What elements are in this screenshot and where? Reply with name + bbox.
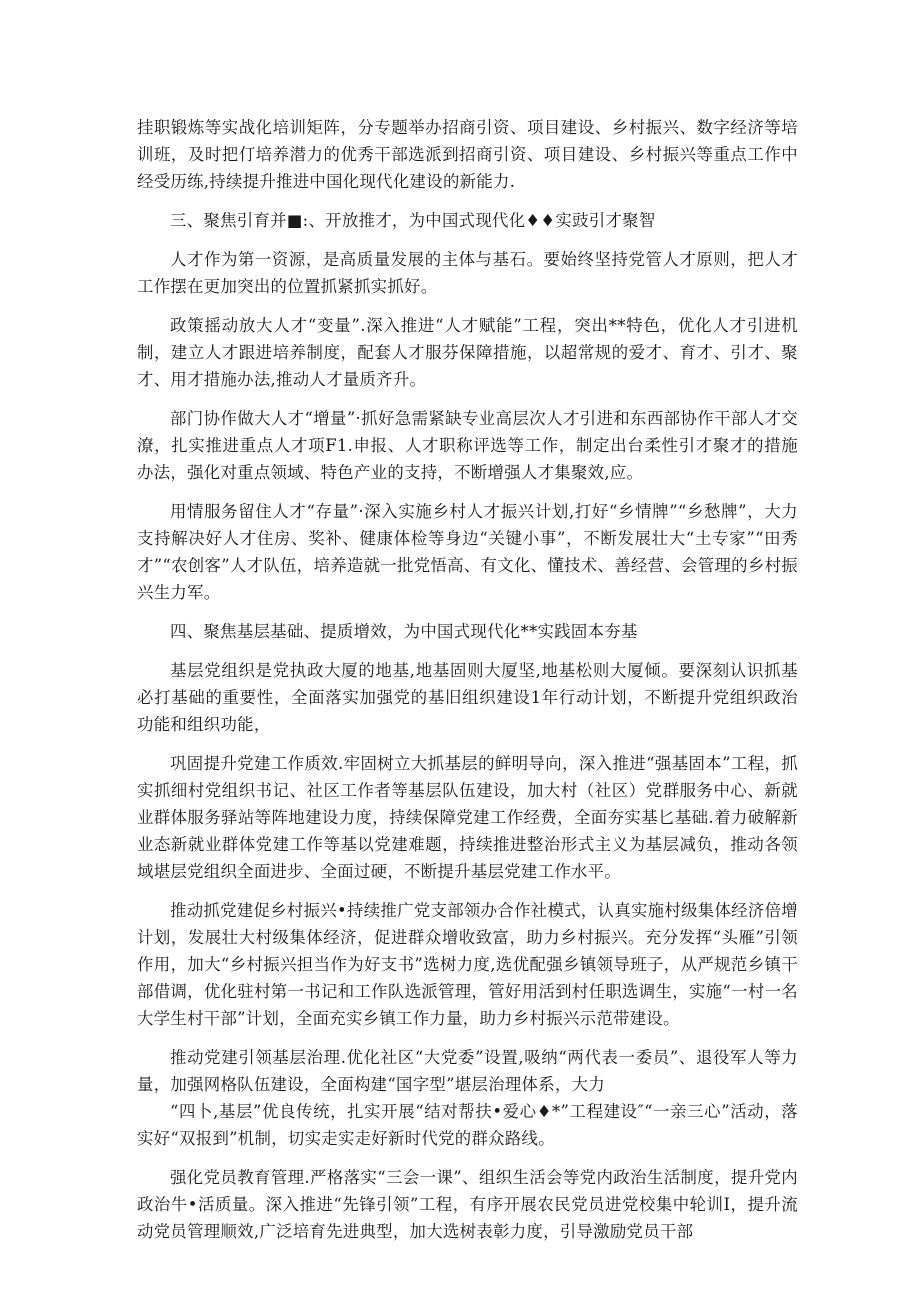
paragraph-9: 推动党建引领基层治理.优化社区“大党委”设置,吸纳“两代表一委员”、退役军人等力量，加强网格队伍建设，全面构建“国字型”堪层治理体系，大力 xyxy=(137,1048,798,1094)
section-heading-3: 三、聚焦引育并■:、开放推才，为中国式现代化♦♦实豉引才聚智 xyxy=(170,211,656,230)
paragraph-2: 人才作为第一资源，是高质量发展的主体与基石。要始终坚持党管人才原则，把人才工作摆在更加突出的位置抓紧抓实抓好。 xyxy=(137,250,798,296)
paragraph-3: 政策摇动放大人才“变量”.深入推进“人才赋能”工程，突出**特色，优化人才引进机制，建立人才跟进培养制度，配套人才服芬保障措施，以超常规的爱才、育才、引才、聚才、用才措施办法,推动人才量质齐升。 xyxy=(137,316,798,389)
paragraph-1: 挂职锻炼等实战化培训矩阵，分专题举办招商引资、项目建设、乡村振兴、数字经济等培训班，及时把仃培养潜力的优秀干部选派到招商引资、项目建设、乡村振兴等重点工作中经受历练,持续提升推进中国化现代化建设的新能力. xyxy=(137,118,798,191)
paragraph-5: 用情服务留住人才“存量”·深入实施乡村人才振兴计划,打好“乡情牌”“乡愁牌”，大力支持解决好人才住房、奖补、健康体检等身边“关键小事”，不断发展壮大“土专家”“田秀才”“农创客”人才队伍，培养造就一批党悟高、有文化、懂技术、善经营、会管理的乡村振兴生力军。 xyxy=(137,502,798,602)
paragraph-8: 推动抓党建促乡村振兴•持续推广党支部领办合作社模式，认真实施村级集体经济倍增计划，发展壮大村级集体经济，促进群众增收致富，助力乡村振兴。充分发挥“头雁”引领作用，加大“乡村振兴担当作为好支书”选树力度,选优配强乡镇领导班子，从严规范乡镇干部借调，优化驻村第一书记和工作队选派管理，管好用活到村任职选调生，实施“一村一名大学生村干部”计划，全面充实乡镇工作力量，助力乡村振兴示范带建设。 xyxy=(137,901,798,1028)
section-heading-4: 四、聚焦基层基础、提质增效，为中国式现代化**实践固本夯基 xyxy=(170,622,638,641)
paragraph-7: 巩固提升党建工作质效.牢固树立大抓基层的鲜明导向，深入推进“强基固本”工程，抓实抓细村党组织书记、社区工作者等基层队伍建设，加大村（社区）党群服务中心、新就业群体服务驿站等阵地建设力度，持续保障党建工作经费，全面夯实基匕基础.着力破解新业态新就业群体党建工作等基以党建难题，持续推进整治形式主义为基层减负，推动各领域堪层党组织全面进步、全面过硬，不断提升基层党建工作水平。 xyxy=(137,754,798,881)
paragraph-6: 基层党组织是党执政大厦的地基,地基固则大厦坚,地基松则大厦倾。要深刻认识抓基必打基础的重要性，全面落实加强党的基旧组织建设1年行动计划，不断提升党组织政治功能和组织功能， xyxy=(137,661,798,734)
paragraph-11: 强化党员教育管理.严格落实“三会一课”、组织生活会等党内政治生活制度，提升党内政治牛•活质量。深入推进“先锋引领”工程，有序开展农民党员进党校集中轮训I，提升流动党员管理顺效,广泛培育先进典型，加大选树表彰力度，引导激励党员干部 xyxy=(137,1168,798,1241)
paragraph-4: 部门协作做大人才“增量”·抓好急需紧缺专业高层次人才引进和东西部协作干部人才交潦，扎实推进重点人才项F1.申报、人才职称评选等工作，制定出台柔性引才聚才的措施办法，强化对重点领域、特色产业的支持，不断增强人才集聚效,应。 xyxy=(137,409,798,482)
paragraph-10: “四卜,基层”优良传统，扎实开展“结对帮扶•爱心♦*”工程建设″“一亲三心”活动，落实好“双报到”机制，切实走实走好新时代党的群众路线。 xyxy=(137,1102,798,1148)
